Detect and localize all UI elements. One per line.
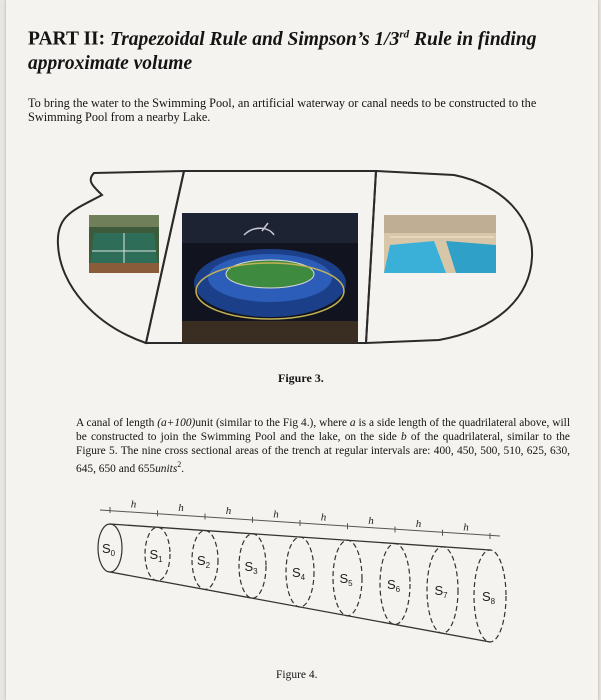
figure-4-caption: Figure 4. — [276, 669, 318, 681]
section-label-2: $S_2$ — [197, 553, 211, 570]
unit-label: units — [155, 462, 178, 475]
section-label-6: $S_6$ — [387, 577, 401, 594]
title-text-line2: approximate volume — [28, 52, 193, 74]
document-page — [6, 0, 598, 700]
section-label-7: $S_7$ — [434, 583, 448, 600]
interval-h-label-0: h — [130, 498, 137, 511]
title-superscript: rd — [399, 28, 410, 40]
interval-h-label-3: h — [273, 508, 279, 521]
unit-superscript: 2 — [177, 460, 182, 469]
title-part: PART II: — [28, 28, 106, 50]
section-label-3: $S_3$ — [244, 559, 258, 576]
title-text-line1-end: Rule in finding — [409, 28, 537, 50]
section-label-4: $S_4$ — [292, 565, 306, 582]
length-expression: (a+100) — [157, 417, 196, 429]
interval-h-label-4: h — [320, 511, 327, 524]
var-b: b — [400, 431, 407, 443]
section-label-8: $S_8$ — [482, 589, 496, 606]
para-text-4: of the quadrilateral, similar to the Figure 5. The nine cross sectional areas of the trench at regular intervals are: 400, 450, 500, 510, 625, 630, 645, 650 and 655 — [76, 431, 570, 475]
interval-h-label-2: h — [225, 505, 232, 518]
para-end: . — [181, 462, 185, 475]
figure-3-diagram — [54, 165, 544, 365]
para-text-2: unit (similar to the Fig 4.), where — [195, 417, 350, 429]
section-label-1: $S_1$ — [149, 547, 163, 564]
var-a: a — [349, 417, 356, 429]
tennis-court-image — [89, 215, 159, 273]
figure-4-canal-diagram — [80, 492, 540, 667]
swimming-pool-image — [384, 215, 496, 273]
interval-h-label-1: h — [178, 501, 184, 514]
figure-3-caption: Figure 3. — [278, 371, 324, 385]
section-label-5: $S_5$ — [339, 571, 353, 588]
para-text-1: A canal of length — [76, 417, 158, 429]
page-title — [28, 22, 588, 76]
section-label-0: $S_0$ — [102, 541, 116, 558]
title-text-line1: Trapezoidal Rule and Simpson’s 1/3 — [110, 28, 400, 50]
intro-paragraph: To bring the water to the Swimming Pool, an artificial waterway or canal needs to be constructed to the Swimming Pool from a nearby Lake. — [28, 96, 537, 124]
stadium-image — [182, 213, 358, 343]
interval-h-label-5: h — [368, 514, 374, 527]
canal-description — [76, 416, 570, 476]
interval-h-label-7: h — [463, 521, 469, 534]
interval-h-label-6: h — [415, 518, 422, 531]
para-text-3: is a side length of the quadrilateral above, will be constructed to join the Swimming Pool and the lake, on the side — [76, 417, 570, 443]
